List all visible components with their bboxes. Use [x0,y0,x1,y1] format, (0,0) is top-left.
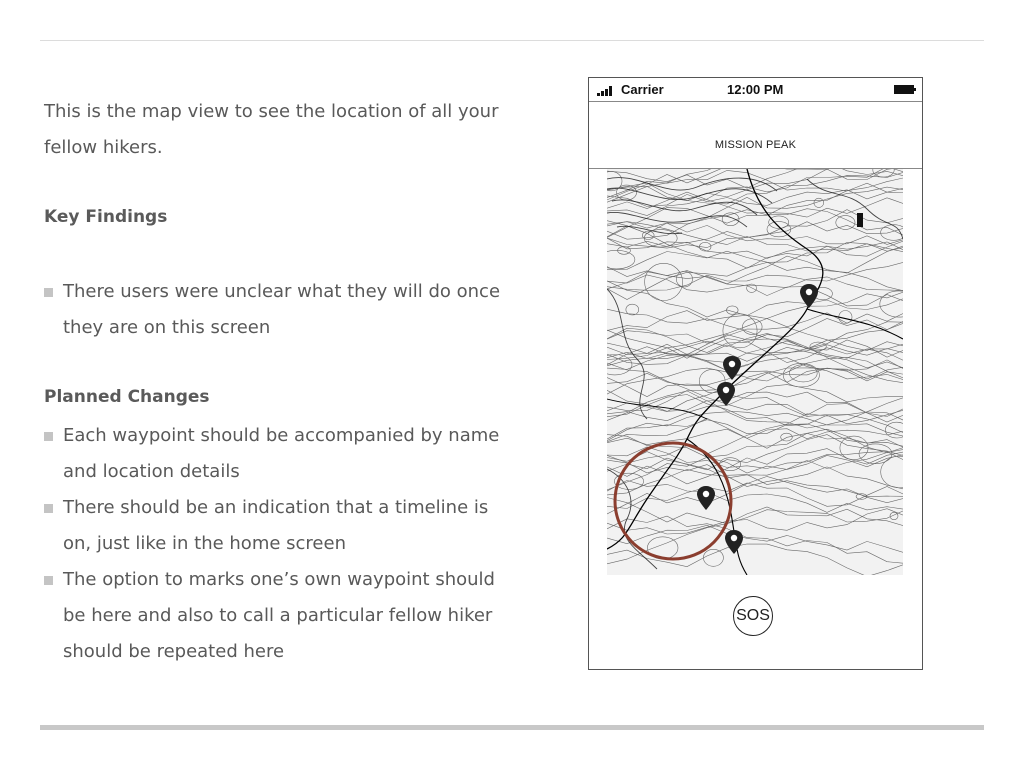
map-canvas [607,169,903,575]
topographic-map[interactable] [607,169,903,575]
battery-icon [894,85,916,94]
key-findings-heading: Key Findings [44,207,168,227]
bullet-square-icon [44,504,53,513]
bottom-divider [40,725,984,730]
status-bar [589,78,922,102]
bullet-square-icon [44,432,53,441]
phone-mockup [588,77,923,670]
bullet-square-icon [44,288,53,297]
key-findings-list [44,274,514,346]
intro-text: This is the map view to see the location of all your fellow hikers. [44,101,499,158]
carrier-label: Carrier [621,82,664,97]
bullet-square-icon [44,576,53,585]
list-item: Each waypoint should be accompanied by name and location details [44,418,514,490]
nav-title: MISSION PEAK [714,139,797,151]
signal-strength-icon [597,85,615,96]
list-item: There users were unclear what they will do once they are on this screen [44,274,514,346]
map-building [857,213,863,227]
list-item: The option to marks one’s own waypoint should be here and also to call a particular fellow hiker should be repeated here [44,562,514,670]
planned-changes-heading: Planned Changes [44,387,210,407]
top-divider [40,40,984,41]
nav-bar [589,102,922,169]
list-item: There should be an indication that a timeline is on, just like in the home screen [44,490,514,562]
status-time: 12:00 PM [727,82,784,97]
sos-button[interactable]: SOS [733,596,773,636]
planned-changes-list [44,418,514,670]
